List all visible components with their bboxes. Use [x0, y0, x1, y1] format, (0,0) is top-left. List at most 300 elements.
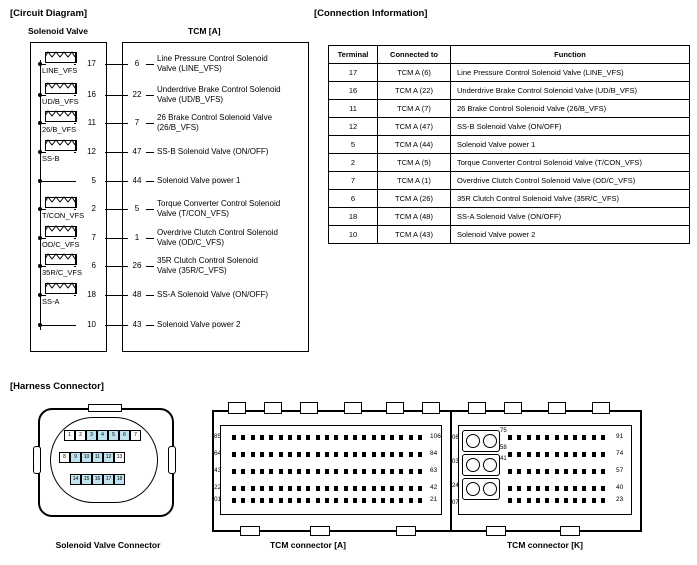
cell-function: Torque Converter Control Solenoid Valve (T/CON_VFS) — [451, 154, 690, 172]
tcm-a-lug-b1 — [240, 526, 260, 536]
tcm-k-pin — [517, 452, 521, 457]
solenoid-pin-4: 4 — [97, 430, 108, 441]
connector-tab-right — [168, 446, 176, 474]
solenoid-pin-1: 1 — [64, 430, 75, 441]
wire-7 — [105, 266, 122, 267]
coil-lead-l-6 — [45, 226, 46, 237]
tcm-a-pin — [297, 498, 301, 503]
cell-function: Solenoid Valve power 2 — [451, 226, 690, 244]
solenoid-name-35R/C_VFS: 35R/C_VFS — [42, 268, 83, 277]
tcm-a-pin — [344, 452, 348, 457]
tcm-k-pin — [555, 498, 559, 503]
tcm-a-row-label-left: 43 — [214, 467, 222, 474]
cell-connected-to: TCM A (1) — [378, 172, 451, 190]
tcm-a-pin — [381, 469, 385, 474]
solenoid-valve-label: Solenoid Valve — [28, 26, 88, 36]
connector-tab-left — [33, 446, 41, 474]
tcm-k-extra-label: 75 — [500, 428, 507, 434]
solenoid-pin-8: 8 — [59, 452, 70, 463]
cell-function: SS-A Solenoid Valve (ON/OFF) — [451, 208, 690, 226]
tcm-a-pin — [409, 498, 413, 503]
solenoid-pin-10: 10 — [81, 452, 92, 463]
tcm-a-pin — [325, 469, 329, 474]
tcm-k-pin — [527, 435, 531, 440]
tcm-a-pin — [390, 469, 394, 474]
solenoid-pin-11: 11 — [92, 452, 103, 463]
coil-lead-rb-8 — [74, 295, 76, 296]
tcm-a-pin — [232, 486, 236, 491]
coil-top-5 — [45, 197, 76, 198]
cell-connected-to: TCM A (6) — [378, 64, 451, 82]
tcm-a-row-label-right: 63 — [430, 467, 438, 474]
function-label-2: 26 Brake Control Solenoid Valve (26/B_VFS) — [157, 113, 273, 132]
sv-pin-18: 18 — [87, 290, 96, 299]
tcm-a-pin — [344, 435, 348, 440]
tcm-a-pin — [269, 435, 273, 440]
tcm-stub-1 — [122, 95, 128, 96]
tcm-a-row-label-left: 85 — [214, 433, 222, 440]
wire-9 — [105, 325, 122, 326]
tcm-k-lug-b1 — [486, 526, 506, 536]
tcm-a-pin — [325, 452, 329, 457]
tcm-a-pin — [353, 498, 357, 503]
tcm-k-pin — [582, 498, 586, 503]
function-label-0: Line Pressure Control Solenoid Valve (LINE_VFS) — [157, 54, 268, 73]
cell-terminal: 7 — [329, 172, 378, 190]
sv-pin-17: 17 — [87, 59, 96, 68]
coil-lead-rb-0 — [74, 64, 76, 65]
tcm-a-pin — [288, 498, 292, 503]
tcm-stub2-9 — [146, 325, 154, 326]
tcm-a-pin — [399, 452, 403, 457]
solenoid-pin-16: 16 — [92, 474, 103, 485]
tcm-a-pin — [241, 435, 245, 440]
tcm-k-block-label: 24 — [452, 483, 459, 489]
tcm-k-pin — [545, 498, 549, 503]
tcm-a-pin — [372, 498, 376, 503]
tcm-a-pin — [399, 498, 403, 503]
tcm-k-pin — [527, 452, 531, 457]
coil-lead-r-1 — [75, 83, 76, 94]
tcm-a-pin — [362, 498, 366, 503]
tcm-k-pin — [545, 452, 549, 457]
function-label-6: Overdrive Clutch Control Solenoid Valve (OD/C_VFS) — [157, 228, 278, 247]
tcm-k-pin — [517, 498, 521, 503]
tcm-stub-9 — [122, 325, 128, 326]
cell-connected-to: TCM A (44) — [378, 136, 451, 154]
tcm-k-pin — [536, 486, 540, 491]
cell-connected-to: TCM A (43) — [378, 226, 451, 244]
tcm-a-pin — [334, 452, 338, 457]
tcm-a-pin — [279, 469, 283, 474]
tcm-k-pin — [601, 469, 605, 474]
tcm-a-pin — [288, 486, 292, 491]
coil-lead-r-8 — [75, 283, 76, 294]
wire-2 — [105, 123, 122, 124]
tcm-k-pin — [564, 452, 568, 457]
tcm-a-pin — [297, 452, 301, 457]
tcm-a-row-label-left: 64 — [214, 450, 222, 457]
tcm-pin-47: 47 — [132, 147, 142, 156]
cell-connected-to: TCM A (48) — [378, 208, 451, 226]
solenoid-pin-18: 18 — [114, 474, 125, 485]
table-row — [329, 100, 690, 118]
cell-function: 35R Clutch Control Solenoid Valve (35R/C_VFS) — [451, 190, 690, 208]
tcm-a-lug-b2 — [310, 526, 330, 536]
wire-3 — [105, 152, 122, 153]
tcm-a-pin — [260, 452, 264, 457]
tcm-k-pin — [601, 452, 605, 457]
wire-5 — [105, 209, 122, 210]
tcm-a-pin — [279, 452, 283, 457]
coil-lead-rb-2 — [74, 123, 76, 124]
tcm-k-pin — [592, 435, 596, 440]
tcm-k-pin — [601, 498, 605, 503]
tcm-pin-43: 43 — [132, 320, 142, 329]
tcm-a-pin — [316, 498, 320, 503]
cell-function: 26 Brake Control Solenoid Valve (26/B_VFS) — [451, 100, 690, 118]
tcm-stub2-4 — [146, 181, 154, 182]
tcm-k-pin — [573, 469, 577, 474]
tcm-k-pin — [573, 452, 577, 457]
function-label-5: Torque Converter Control Solenoid Valve (T/CON_VFS) — [157, 199, 281, 218]
connector-tab-top — [88, 404, 122, 412]
solenoid-name-LINE_VFS: LINE_VFS — [42, 66, 78, 75]
cell-terminal: 2 — [329, 154, 378, 172]
cell-connected-to: TCM A (7) — [378, 100, 451, 118]
coil-lead-r-6 — [75, 226, 76, 237]
tcm-pin-26: 26 — [132, 261, 142, 270]
coil-lead-l-8 — [45, 283, 46, 294]
table-row — [329, 226, 690, 244]
tcm-a-pin — [297, 435, 301, 440]
tcm-stub2-8 — [146, 295, 154, 296]
coil-lead-rb-1 — [74, 95, 76, 96]
th-connected-to: Connected to — [378, 46, 451, 64]
tcm-a-row-label-left: 22 — [214, 484, 222, 491]
solenoid-name-26/B_VFS: 26/B_VFS — [42, 125, 77, 134]
table-row — [329, 190, 690, 208]
tcm-a-pin — [325, 486, 329, 491]
tcm-k-large-pin — [483, 434, 497, 448]
coil-lead-rb-3 — [74, 152, 76, 153]
tcm-pin-5: 5 — [134, 204, 140, 213]
tcm-a-pin — [241, 498, 245, 503]
solenoid-pin-14: 14 — [70, 474, 81, 485]
tcm-a-pin — [353, 469, 357, 474]
tcm-a-pin — [325, 435, 329, 440]
solenoid-ground-rail — [40, 60, 41, 330]
tcm-a-pin — [372, 469, 376, 474]
sv-pin-6: 6 — [91, 261, 96, 270]
tcm-a-pin — [288, 469, 292, 474]
tcm-k-pin — [517, 486, 521, 491]
cell-terminal: 6 — [329, 190, 378, 208]
function-label-7: 35R Clutch Control Solenoid Valve (35R/C_VFS) — [157, 256, 258, 275]
tcm-a-row-label-right: 21 — [430, 496, 438, 503]
coil-lead-r-2 — [75, 111, 76, 122]
tcm-pin-22: 22 — [132, 90, 142, 99]
solenoid-valve-connector — [38, 408, 178, 518]
th-function: Function — [451, 46, 690, 64]
tcm-k-pin — [592, 452, 596, 457]
tcm-stub2-2 — [146, 123, 154, 124]
cell-connected-to: TCM A (47) — [378, 118, 451, 136]
tcm-k-pin — [582, 486, 586, 491]
solenoid-pin-3: 3 — [86, 430, 97, 441]
coil-lead-l-1 — [45, 83, 46, 94]
tcm-a-row-label-right: 84 — [430, 450, 438, 457]
coil-lead-r-7 — [75, 254, 76, 265]
tcm-a-pin — [232, 435, 236, 440]
tcm-stub-0 — [122, 64, 128, 65]
tcm-a-pin — [306, 486, 310, 491]
sv-pin-12: 12 — [87, 147, 96, 156]
tcm-a-pin — [288, 452, 292, 457]
tcm-a-pin — [409, 486, 413, 491]
solenoid-name-UD/B_VFS: UD/B_VFS — [42, 97, 79, 106]
tcm-k-pin — [601, 486, 605, 491]
tcm-a-pin — [306, 435, 310, 440]
tcm-k-block-label: 06 — [452, 435, 459, 441]
tcm-a-pin — [306, 469, 310, 474]
cell-terminal: 18 — [329, 208, 378, 226]
tcm-a-pin — [418, 452, 422, 457]
function-label-8: SS-A Solenoid Valve (ON/OFF) — [157, 290, 268, 299]
cell-connected-to: TCM A (5) — [378, 154, 451, 172]
tcm-k-pin — [545, 435, 549, 440]
tcm-a-pin — [334, 469, 338, 474]
tcm-a-pin — [241, 452, 245, 457]
solenoid-pin-7: 7 — [130, 430, 141, 441]
table-row — [329, 64, 690, 82]
tcm-a-pin — [399, 469, 403, 474]
coil-lead-r-3 — [75, 140, 76, 151]
tcm-a-pin — [325, 498, 329, 503]
tcm-a-pin — [409, 435, 413, 440]
tcm-a-pin — [316, 452, 320, 457]
tcm-k-row-label-right: 74 — [616, 450, 624, 457]
tcm-k-extra-label: 58 — [500, 445, 507, 451]
tcm-a-row-label-right: 42 — [430, 484, 438, 491]
tcm-a-pin — [372, 435, 376, 440]
tcm-k-lug-4 — [592, 402, 610, 414]
tcm-a-pin — [279, 435, 283, 440]
tcm-k-pin — [508, 498, 512, 503]
tcm-k-pin — [592, 486, 596, 491]
tcm-a-pin — [390, 486, 394, 491]
tcm-k-pin — [564, 435, 568, 440]
wire-0 — [105, 64, 122, 65]
tcm-k-pin — [573, 435, 577, 440]
tcm-k-row-label-right: 57 — [616, 467, 624, 474]
tcm-a-pin — [241, 486, 245, 491]
table-row — [329, 82, 690, 100]
tcm-k-extra-label: 41 — [500, 456, 507, 462]
coil-top-7 — [45, 254, 76, 255]
tcm-k-block-label: 03 — [452, 459, 459, 465]
tcm-a-pin — [390, 498, 394, 503]
connection-information-title: [Connection Information] — [314, 8, 428, 19]
solenoid-pin-5: 5 — [108, 430, 119, 441]
tcm-a-pin — [409, 452, 413, 457]
tcm-k-row-label-right: 23 — [616, 496, 624, 503]
coil-lead-l-5 — [45, 197, 46, 208]
tcm-a-pin — [260, 469, 264, 474]
tcm-stub2-0 — [146, 64, 154, 65]
tcm-k-row-label-right: 40 — [616, 484, 624, 491]
tcm-a-pin — [344, 498, 348, 503]
coil-lead-l-0 — [45, 52, 46, 63]
tcm-a-pin — [251, 435, 255, 440]
tcm-pin-48: 48 — [132, 290, 142, 299]
tcm-a-pin — [297, 486, 301, 491]
tcm-a-pin — [344, 486, 348, 491]
tcm-a-row-label-left: 01 — [214, 496, 222, 503]
tcm-a-pin — [316, 486, 320, 491]
tcm-a-pin — [362, 435, 366, 440]
tcm-k-pin — [536, 435, 540, 440]
table-row — [329, 172, 690, 190]
cell-terminal: 16 — [329, 82, 378, 100]
tcm-a-lug-6 — [422, 402, 440, 414]
tcm-a-pin — [316, 435, 320, 440]
tcm-k-pin — [555, 452, 559, 457]
sv-pin-16: 16 — [87, 90, 96, 99]
tcm-stub-8 — [122, 295, 128, 296]
coil-lead-l-3 — [45, 140, 46, 151]
coil-top-8 — [45, 283, 76, 284]
tcm-a-pin — [390, 452, 394, 457]
tcm-stub2-1 — [146, 95, 154, 96]
tcm-label: TCM [A] — [188, 26, 221, 36]
table-row — [329, 154, 690, 172]
tcm-a-pin — [251, 486, 255, 491]
cell-function: Solenoid Valve power 1 — [451, 136, 690, 154]
tcm-a-pin — [353, 486, 357, 491]
wire-6 — [105, 238, 122, 239]
tcm-a-pin — [381, 452, 385, 457]
tcm-k-large-pin — [466, 458, 480, 472]
tcm-a-pin — [381, 486, 385, 491]
tcm-k-pin — [601, 435, 605, 440]
tcm-a-pin — [353, 435, 357, 440]
function-label-3: SS-B Solenoid Valve (ON/OFF) — [157, 147, 269, 156]
tcm-a-pin — [269, 486, 273, 491]
tcm-k-pin — [508, 469, 512, 474]
solenoid-pin-13: 13 — [114, 452, 125, 463]
tcm-a-pin — [251, 452, 255, 457]
cell-connected-to: TCM A (26) — [378, 190, 451, 208]
cell-terminal: 10 — [329, 226, 378, 244]
tcm-k-lug-1 — [468, 402, 486, 414]
tcm-k-pin — [555, 435, 559, 440]
tcm-k-pin — [527, 486, 531, 491]
tcm-k-pin — [517, 435, 521, 440]
tcm-stub2-6 — [146, 238, 154, 239]
coil-lead-rb-7 — [74, 266, 76, 267]
function-label-1: Underdrive Brake Control Solenoid Valve (UD/B_VFS) — [157, 85, 281, 104]
tcm-a-pin — [381, 435, 385, 440]
tcm-a-pin — [418, 498, 422, 503]
tcm-k-pin — [508, 452, 512, 457]
sv-pin-5: 5 — [91, 176, 96, 185]
tcm-a-pin — [232, 452, 236, 457]
coil-lead-r-5 — [75, 197, 76, 208]
solenoid-pin-6: 6 — [119, 430, 130, 441]
tcm-a-pin — [260, 486, 264, 491]
coil-top-3 — [45, 140, 76, 141]
tcm-a-pin — [362, 452, 366, 457]
coil-top-2 — [45, 111, 76, 112]
tcm-k-pin — [573, 498, 577, 503]
tcm-a-pin — [372, 486, 376, 491]
tcm-a-lug-5 — [386, 402, 404, 414]
solenoid-pin-12: 12 — [103, 452, 114, 463]
tcm-k-pin — [545, 469, 549, 474]
tcm-stub-2 — [122, 123, 128, 124]
wire-8 — [105, 295, 122, 296]
tcm-a-pin — [372, 452, 376, 457]
node-dot-9 — [38, 323, 42, 327]
tcm-pin-1: 1 — [134, 233, 140, 242]
tcm-a-pin — [418, 469, 422, 474]
coil-top-1 — [45, 83, 76, 84]
wire-1 — [105, 95, 122, 96]
tcm-a-pin — [316, 469, 320, 474]
tcm-k-large-pin — [466, 434, 480, 448]
cell-function: SS-B Solenoid Valve (ON/OFF) — [451, 118, 690, 136]
tcm-a-pin — [251, 498, 255, 503]
tcm-k-pin — [582, 435, 586, 440]
tcm-a-pin — [269, 452, 273, 457]
tcm-k-large-pin — [483, 458, 497, 472]
sv-pin-7: 7 — [91, 233, 96, 242]
table-header-row — [329, 46, 690, 64]
tcm-a-pin — [269, 498, 273, 503]
tcm-k-pin — [527, 498, 531, 503]
solenoid-connector-caption: Solenoid Valve Connector — [55, 540, 161, 550]
solenoid-name-SS-A: SS-A — [42, 297, 60, 306]
tcm-a-pin — [399, 435, 403, 440]
tcm-k-row-label-right: 91 — [616, 433, 624, 440]
tcm-k-pin — [564, 486, 568, 491]
tcm-a-pin — [288, 435, 292, 440]
harness-connector-title: [Harness Connector] — [10, 381, 104, 392]
circuit-diagram-title: [Circuit Diagram] — [10, 8, 88, 19]
tcm-a-pin — [260, 435, 264, 440]
wire-4 — [105, 181, 122, 182]
tcm-a-pin — [306, 452, 310, 457]
tcm-a-lug-2 — [264, 402, 282, 414]
tcm-a-pin — [260, 498, 264, 503]
tcm-a-row-label-right: 106 — [430, 433, 441, 440]
tcm-a-pin — [297, 469, 301, 474]
cell-function: Overdrive Clutch Control Solenoid Valve (OD/C_VFS) — [451, 172, 690, 190]
table-row — [329, 118, 690, 136]
tcm-a-pin — [344, 469, 348, 474]
tcm-a-pin — [306, 498, 310, 503]
tcm-a-lug-4 — [344, 402, 362, 414]
tcm-connector-k-caption: TCM connector [K] — [506, 540, 584, 550]
tcm-k-pin — [555, 486, 559, 491]
coil-lead-rb-5 — [74, 209, 76, 210]
tcm-k-pin — [536, 469, 540, 474]
connection-information-table — [328, 45, 690, 244]
tcm-a-pin — [279, 498, 283, 503]
sv-pin-2: 2 — [91, 204, 96, 213]
tcm-connector-a-caption: TCM connector [A] — [269, 540, 347, 550]
